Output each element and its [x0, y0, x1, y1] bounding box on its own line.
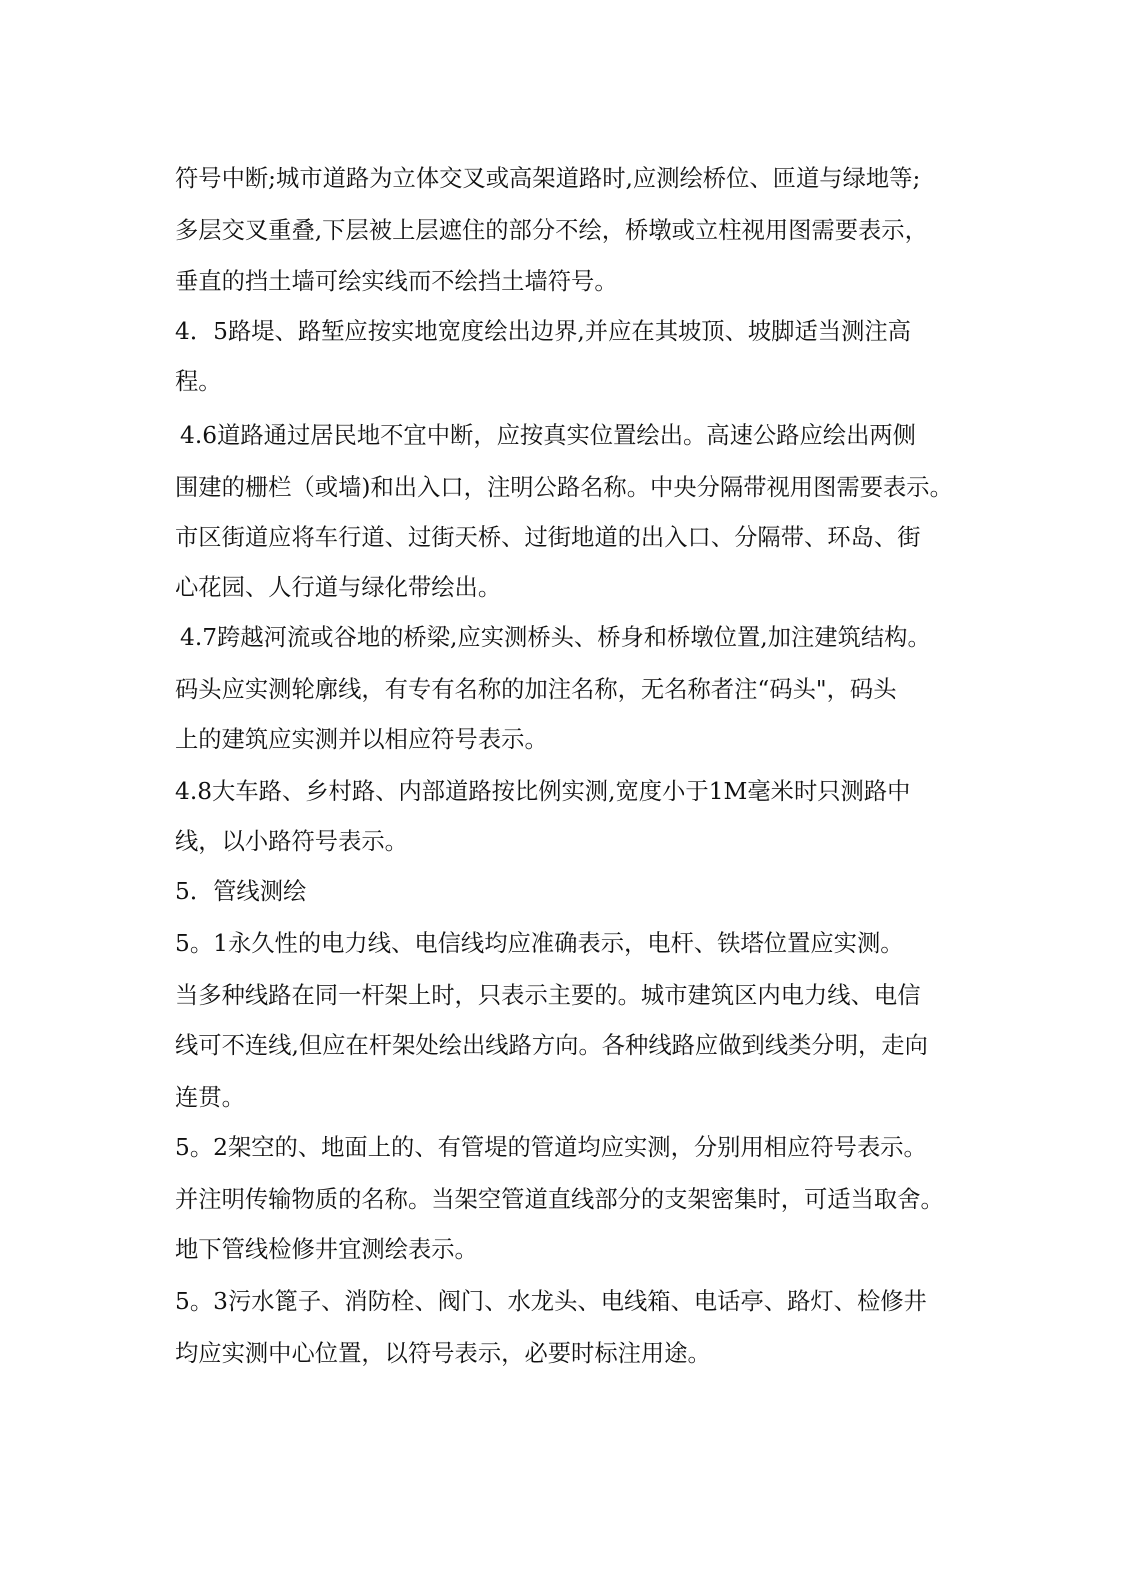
text-line: 均应实测中心位置，以符号表示，必要时标注用途。: [175, 1340, 711, 1367]
text-line: 5。1永久性的电力线、电信线均应准确表示，电杆、铁塔位置应实测。: [175, 930, 904, 957]
text-line: 线，以小路符号表示。: [175, 828, 408, 855]
text-line: 4.7跨越河流或谷地的桥梁,应实测桥头、桥身和桥墩位置,加注建筑结构。: [180, 624, 931, 651]
text-line: 5。3污水篦子、消防栓、阀门、水龙头、电线箱、电话亭、路灯、检修井: [175, 1288, 927, 1315]
text-line: 5。2架空的、地面上的、有管堤的管道均应实测，分别用相应符号表示。: [175, 1134, 927, 1161]
text-line: 围建的栅栏（或墙)和出入口，注明公路名称。中央分隔带视用图需要表示。: [175, 474, 953, 501]
text-line: 4.8大车路、乡村路、内部道路按比例实测,宽度小于1M毫米时只测路中: [175, 778, 911, 805]
text-line: 码头应实测轮廓线，有专有名称的加注名称，无名称者注“码头"，码头: [175, 676, 897, 703]
text-line: 上的建筑应实测并以相应符号表示。: [175, 726, 548, 753]
text-line: 4.6道路通过居民地不宜中断，应按真实位置绘出。高速公路应绘出两侧: [180, 422, 916, 449]
text-line: 市区街道应将车行道、过街天桥、过街地道的出入口、分隔带、环岛、街: [175, 524, 921, 551]
text-line: 并注明传输物质的名称。当架空管道直线部分的支架密集时，可适当取舍。: [175, 1186, 944, 1213]
section-heading: 5．管线测绘: [175, 878, 307, 905]
text-line: 连贯。: [175, 1084, 245, 1111]
text-line: 多层交叉重叠,下层被上层遮住的部分不绘，桥墩或立柱视用图需要表示，: [175, 217, 928, 244]
text-line: 程。: [175, 368, 222, 395]
text-line: 线可不连线,但应在杆架处绘出线路方向。各种线路应做到线类分明，走向: [175, 1032, 928, 1059]
text-line: 地下管线检修井宜测绘表示。: [175, 1236, 478, 1263]
text-line: 符号中断;城市道路为立体交叉或高架道路时,应测绘桥位、匝道与绿地等;: [175, 165, 921, 192]
text-line: 心花园、人行道与绿化带绘出。: [175, 574, 502, 601]
text-line: 4．5路堤、路堑应按实地宽度绘出边界,并应在其坡顶、坡脚适当测注高: [175, 318, 911, 345]
text-line: 当多种线路在同一杆架上时，只表示主要的。城市建筑区内电力线、电信: [175, 982, 921, 1009]
text-line: 垂直的挡土墙可绘实线而不绘挡土墙符号。: [175, 268, 618, 295]
